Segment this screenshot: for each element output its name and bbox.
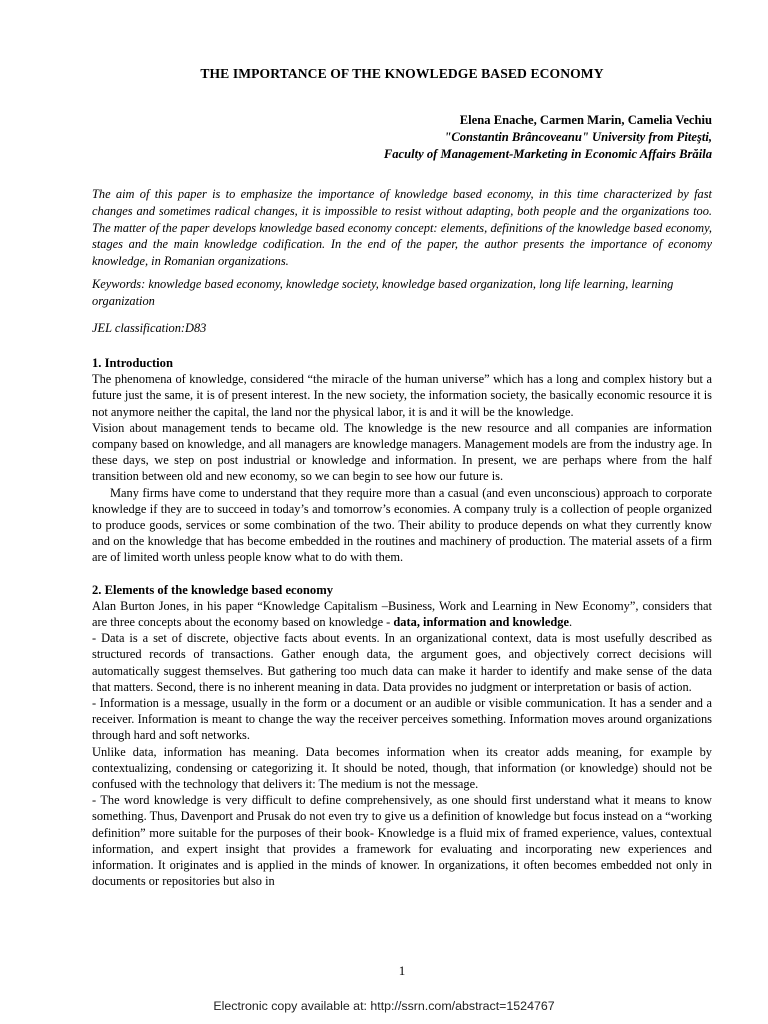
author-faculty: Faculty of Management-Marketing in Economic Affairs Brăila	[383, 147, 712, 161]
jel-classification: JEL classification:D83	[92, 321, 207, 335]
author-block	[92, 112, 712, 163]
section-2-paragraph-1	[92, 598, 712, 630]
abstract: The aim of this paper is to emphasize the importance of knowledge based economy, in this time characterized by fast changes and sometimes radical changes, it is impossible to resist without adapting, both people and the organizations too. The matter of the paper develops knowledge based economy concept: elements, definitions of the knowledge based economy, stages and the main knowledge codification. In the end of the paper, the author presents the importance of economy knowledge, in Romanian organizations.	[92, 187, 712, 269]
paper-title: THE IMPORTANCE OF THE KNOWLEDGE BASED ECONOMY	[200, 66, 604, 81]
section-2-paragraph-5: - The word knowledge is very difficult to define comprehensively, as one should first understand what it means to know something. Thus, Davenport and Prusak do not even try to give us a definition of knowledge but focus instead on a “working definition” more suitable for the purposes of their book- Knowledge is a fluid mix of framed experience, values, contextual information, and expert insight that provides a framework for evaluating and incorporating new experiences and information. It originates and is applied in the minds of knower. In organizations, it often becomes embedded not only in documents or repositories but also in	[92, 793, 712, 889]
section-1-paragraph-2: Vision about management tends to became old. The knowledge is the new resource and all companies are information company based on knowledge, and all managers are knowledge managers. Management models are from the industry age. In these days, we step on post industrial or knowledge and information. In present, we are perhaps where from the half transition between old and new economy, so we can begin to see how our future is.	[92, 420, 713, 484]
keywords: Keywords: knowledge based economy, knowledge society, knowledge based organization, long life learning, learning organization	[92, 277, 674, 308]
section-2-heading: 2. Elements of the knowledge based economy	[92, 582, 334, 597]
section-2-paragraph-4: Unlike data, information has meaning. Data becomes information when its creator adds meaning, for example by contextualizing, condensing or categorizing it. It should be noted, though, that information (or knowledge) should not be confused with the technology that delivers it: The medium is not the message.	[92, 744, 712, 792]
section-2-paragraph-1-text: Alan Burton Jones, in his paper “Knowledge Capitalism –Business, Work and Learning in New Economy”, considers that are three concepts about the economy based on knowledge -	[92, 598, 712, 630]
section-2-paragraph-2: - Data is a set of discrete, objective facts about events. In an organizational context, data is most usefully described as structured records of transactions. Gather enough data, the argument goes, and objectively correct decisions will automatically suggest themselves. But gathering too much data can make it harder to identify and make sense of the data that matters. Second, there is no inherent meaning in data. Data provides no judgment or interpretation or basis of action.	[92, 631, 712, 694]
page-number: 1	[398, 963, 406, 978]
ssrn-footer: Electronic copy available at: http://ssrn.com/abstract=1524767	[213, 999, 555, 1013]
section-1-heading: 1. Introduction	[92, 356, 173, 370]
paper-body	[92, 355, 712, 890]
section-2-paragraph-1-end: .	[568, 615, 573, 630]
section-2-paragraph-3: - Information is a message, usually in the form or a document or an audible or visible communication. It has a sender and a receiver. Information is meant to change the way the receiver perceives something. Information moves around organizations through hard and soft networks.	[92, 696, 712, 743]
author-university: "Constantin Brâncoveanu" University from Piteşti,	[444, 130, 712, 144]
section-1-paragraph-1: The phenomena of knowledge, considered “the miracle of the human universe” which has a long and complex history but a future just the same, it is of present interest. In the new society, the information society, the basically economic resource it is not anymore neither the capital, the land nor the physical labor, it is and it will be the knowledge.	[92, 372, 712, 419]
section-2-paragraph-1-bold: data, information and knowledge	[393, 615, 569, 630]
author-names: Elena Enache, Carmen Marin, Camelia Vechiu	[459, 113, 712, 127]
section-1-paragraph-3: Many firms have come to understand that they require more than a casual (and even unconscious) approach to corporate knowledge if they are to succeed in today’s and tomorrow’s economies. A company truly is a collection of people organized to produce goods, services or some combination of the two. Their ability to produce depends on what they currently know and on the knowledge that has become embedded in the routines and machinery of production. The material assets of a firm are of limited worth unless people know what to do with them.	[92, 485, 712, 565]
